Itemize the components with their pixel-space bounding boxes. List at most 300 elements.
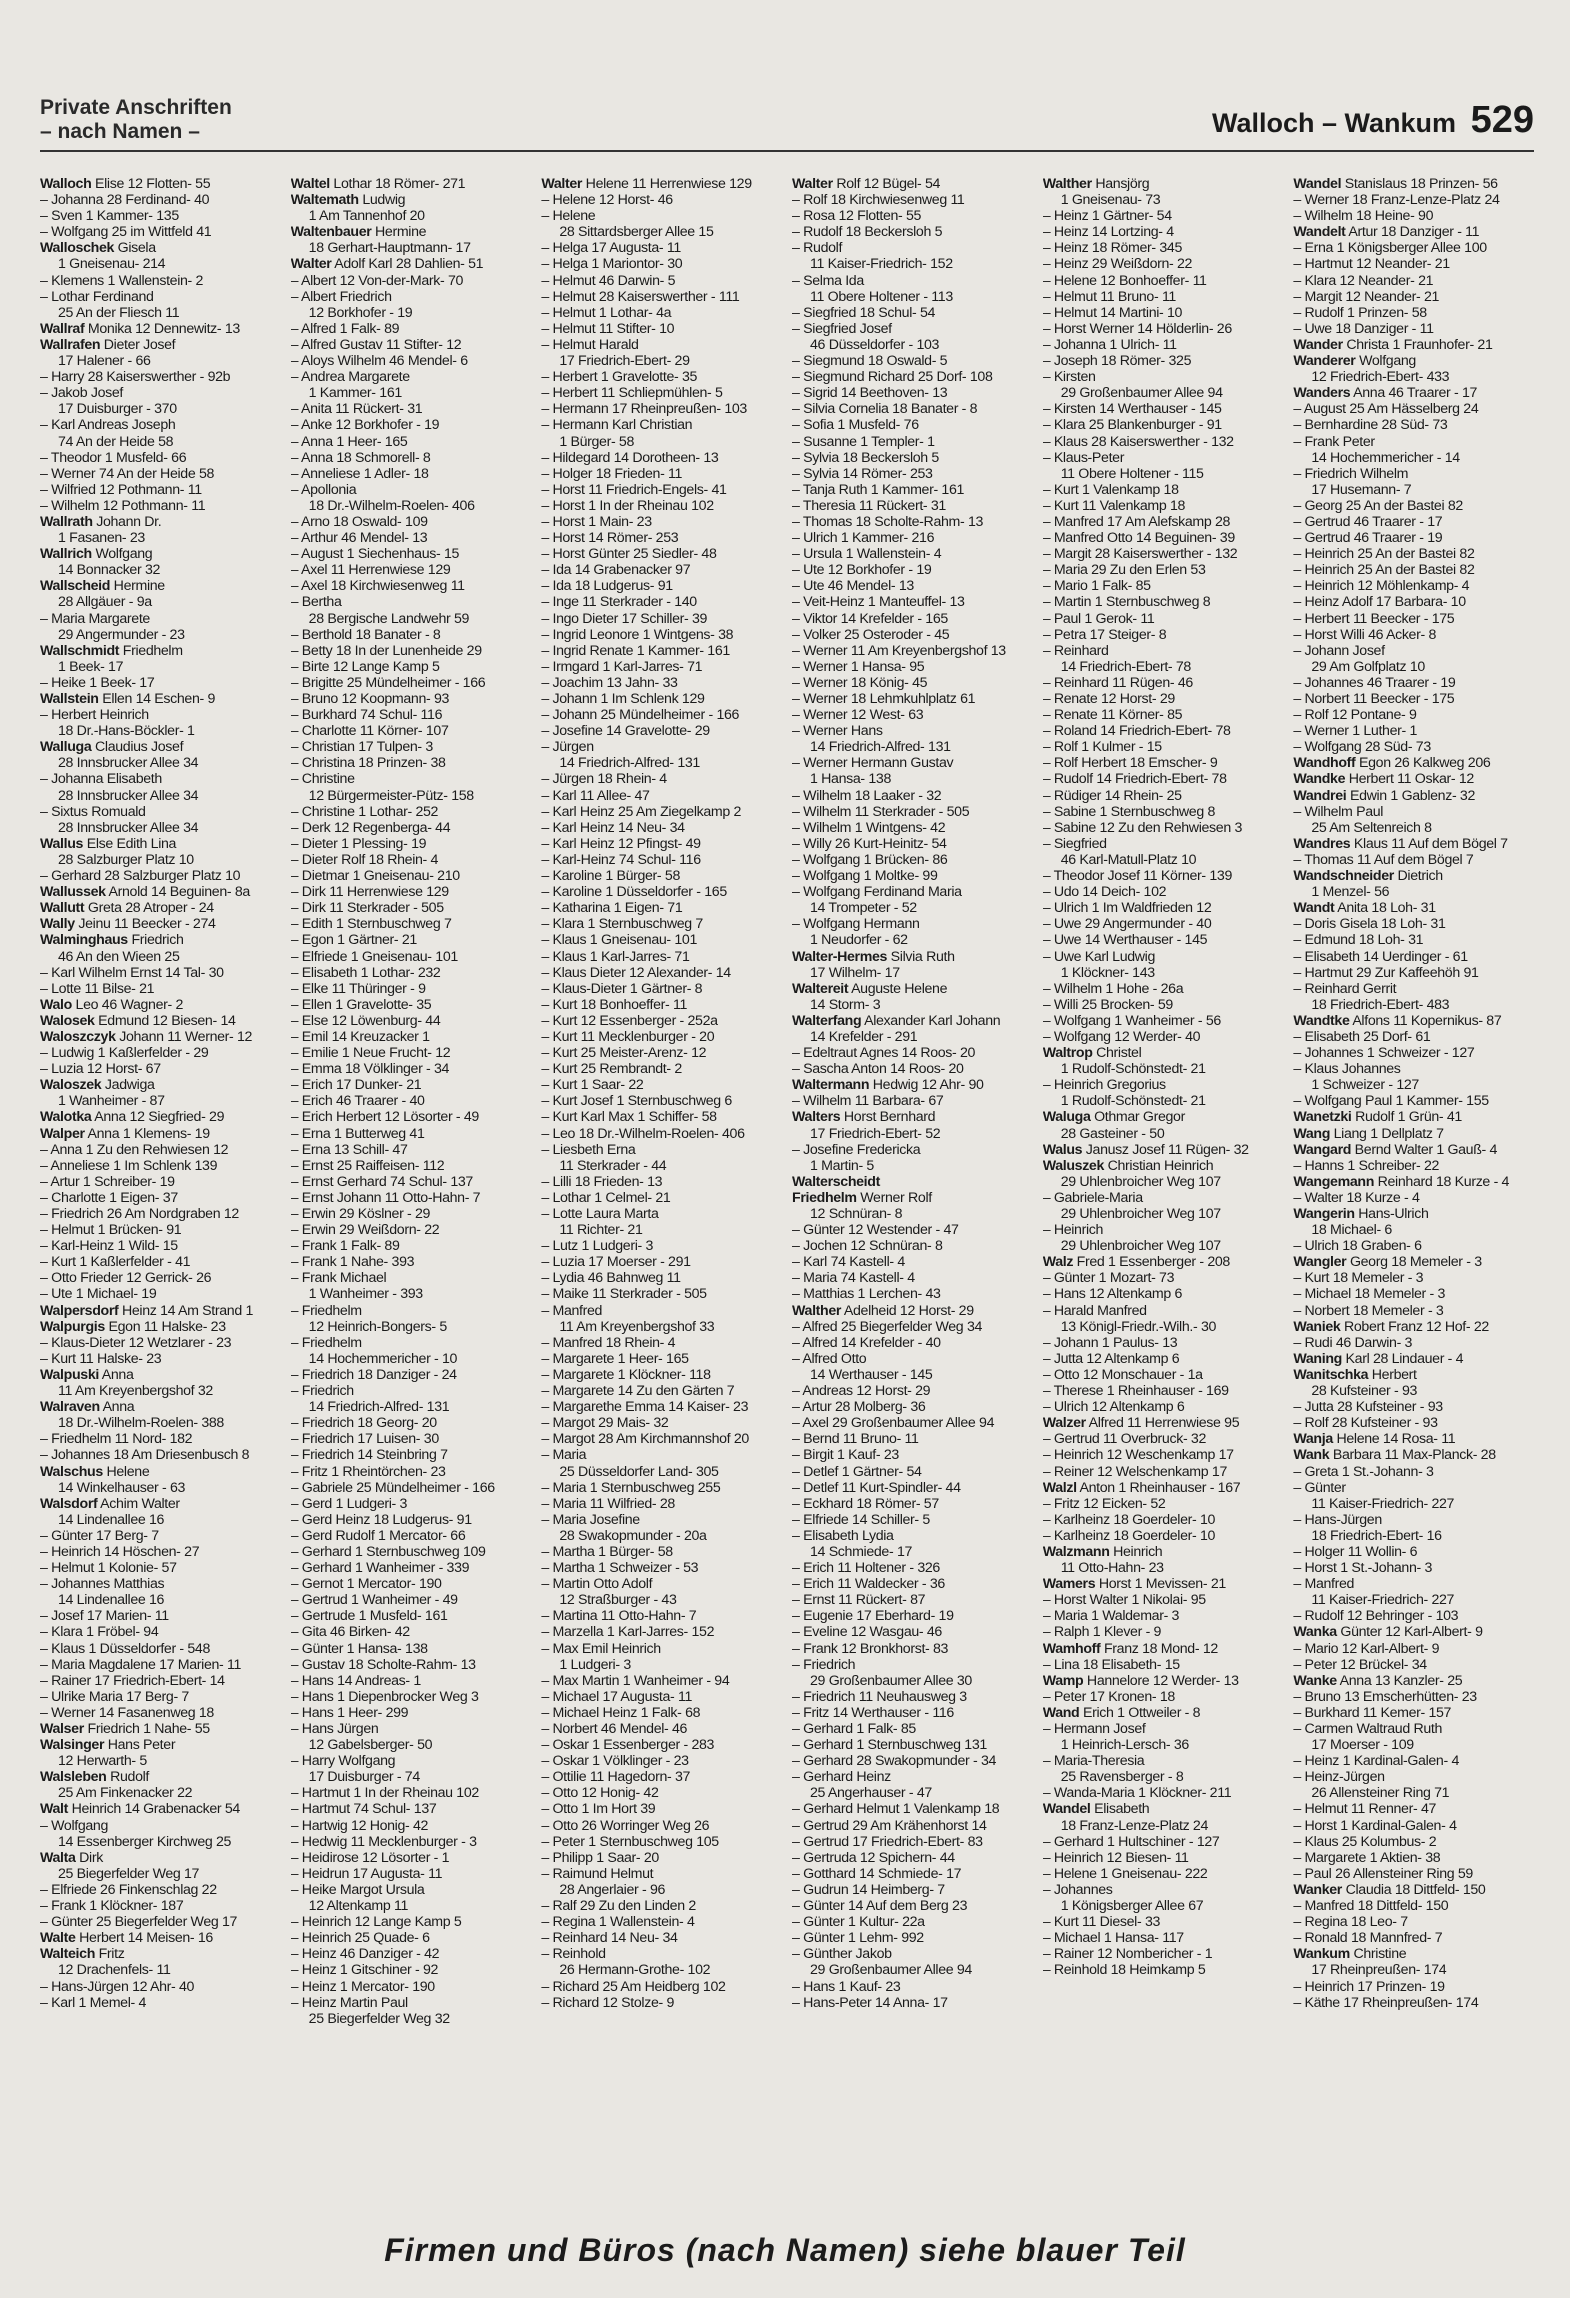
listing-entry: – Christine <box>290 771 355 788</box>
listing-entry: 14 Friedrich-Alfred- 131 <box>308 1399 450 1416</box>
listing-entry: 17 Friedrich-Ebert- 29 <box>559 353 690 370</box>
listing-entry: – Horst Günter 25 Siedler- 48 <box>541 546 717 563</box>
listing-entry: 1 Hansa- 138 <box>810 771 891 788</box>
listing-entry: – Silvia Cornelia 18 Banater - 8 <box>792 401 978 418</box>
listing-entry: 29 Uhlenbroicher Weg 107 <box>1060 1238 1221 1255</box>
listing-entry: – Klaus-Dieter 12 Wetzlarer - 23 <box>40 1334 232 1351</box>
surname: Wandrei <box>1293 787 1347 804</box>
listing-entry: Waluga Othmar Gregor <box>1042 1109 1185 1126</box>
listing-entry: – Artur 1 Schreiber- 19 <box>40 1173 175 1190</box>
listing-entry: Walosek Edmund 12 Biesen- 14 <box>40 1012 236 1029</box>
listing-entry: – Hans 1 Diepenbrocker Weg 3 <box>290 1688 479 1705</box>
listing-entry: – Günther Jakob <box>792 1946 892 1963</box>
listing-entry: – Volker 25 Osteroder - 45 <box>792 626 950 643</box>
listing-entry: – Hans Jürgen <box>290 1721 379 1737</box>
listing-entry: – Otto 12 Monschauer - 1a <box>1042 1366 1203 1383</box>
listing-entry: – Frank 1 Klöckner- 187 <box>40 1898 184 1915</box>
listing-entry: Walschus Helene <box>40 1463 150 1480</box>
listing-entry: – Mario 12 Karl-Albert- 9 <box>1293 1640 1440 1657</box>
listing-entry: 1 Neudorfer - 62 <box>810 932 908 949</box>
listing-entry: – Reinhold <box>541 1946 606 1963</box>
listing-entry: 1 Heinrich-Lersch- 36 <box>1060 1737 1189 1754</box>
listing-entry: – Viktor 14 Krefelder - 165 <box>792 610 948 627</box>
listing-entry: – Rudolf 1 Prinzen- 58 <box>1293 304 1427 321</box>
listing-entry: – Dietmar 1 Gneisenau- 210 <box>290 868 460 885</box>
listing-entry: – Dirk 11 Sterkrader - 505 <box>290 900 444 917</box>
listing-entry: – Kurt 1 Kaßlerfelder - 41 <box>40 1254 191 1271</box>
listing-entry: 11 Obere Holtener - 113 <box>810 288 953 305</box>
listing-entry: 17 Duisburger - 74 <box>308 1769 420 1786</box>
listing-entry: – Frank Peter <box>1293 433 1375 450</box>
listing-entry: – Willi 25 Brocken- 59 <box>1042 996 1173 1013</box>
listing-entry: – Norbert 46 Mendel- 46 <box>541 1721 688 1737</box>
listing-entry: Waloszczyk Johann 11 Werner- 12 <box>40 1028 253 1045</box>
listing-entry: Walsinger Hans Peter <box>40 1737 176 1754</box>
listing-entry: 1 Rudolf-Schönstedt- 21 <box>1060 1093 1206 1110</box>
listing-entry: – Herbert 11 Beecker - 175 <box>1293 610 1455 627</box>
listing-entry: – Reinhold 18 Heimkamp 5 <box>1042 1962 1206 1979</box>
listing-entry: – Kirsten <box>1042 369 1096 386</box>
surname: Waniek <box>1293 1318 1341 1335</box>
listing-entry: – Heinrich 12 Weschenkamp 17 <box>1042 1447 1234 1464</box>
listing-entry: – Arthur 46 Mendel- 13 <box>290 530 428 547</box>
listing-entry: Wankum Christine <box>1293 1946 1407 1963</box>
listing-entry: – Josefine 14 Gravelotte- 29 <box>541 723 710 740</box>
listing-entry: – Irmgard 1 Karl-Jarres- 71 <box>541 658 703 675</box>
listing-entry: – Werner 12 West- 63 <box>792 707 924 724</box>
surname: Wangemann <box>1293 1173 1375 1190</box>
listing-entry: 18 Friedrich-Ebert- 16 <box>1311 1527 1442 1544</box>
listing-entry: 14 Lindenallee 16 <box>58 1592 165 1609</box>
listing-entry: – Reiner 12 Welschenkamp 17 <box>1042 1463 1227 1480</box>
surname: Walteich <box>40 1946 96 1963</box>
listing-entry: – Friedrich 17 Luisen- 30 <box>290 1431 439 1448</box>
listing-entry: – Ida 18 Ludgerus- 91 <box>541 578 673 595</box>
listing-entry: – Michael Heinz 1 Falk- 68 <box>541 1704 701 1721</box>
listing-entry: – Matthias 1 Lerchen- 43 <box>792 1286 941 1303</box>
listing-entry: – Heinz 1 Gitschiner - 92 <box>290 1962 439 1979</box>
listing-entry: 12 Borkhofer - 19 <box>308 304 413 321</box>
listing-entry: – Margit 28 Kaiserswerther - 132 <box>1042 546 1238 563</box>
listing-entry: – Hartmut 12 Neander- 21 <box>1293 256 1450 273</box>
listing-entry: – Johannes <box>1042 1881 1113 1898</box>
listing-entry: 1 Gneisenau- 214 <box>58 256 166 273</box>
listing-entry: Waltrop Christel <box>1042 1045 1142 1062</box>
listing-entry: – Karl Andreas Joseph <box>40 417 176 434</box>
listing-entry: – Heinrich Gregorius <box>1042 1077 1166 1094</box>
listing-entry: – Gertrud 46 Traarer - 17 <box>1293 513 1443 530</box>
listing-entry: – Karl 1 Memel- 4 <box>40 1994 147 2011</box>
listing-entry: – Martin 1 Sternbuschweg 8 <box>1042 594 1211 611</box>
listing-entry: – Ute 46 Mendel- 13 <box>792 578 914 595</box>
listing-entry: Waltemath Ludwig <box>290 192 406 209</box>
surname: Waltrop <box>1042 1045 1093 1062</box>
listing-entry: – Otto 12 Honig- 42 <box>541 1785 659 1802</box>
listing-entry: – Christina 18 Prinzen- 38 <box>290 755 446 772</box>
listing-entry: – Artur 28 Molberg- 36 <box>792 1399 926 1416</box>
listing-entry: – Horst Walter 1 Nikolai- 95 <box>1042 1592 1206 1609</box>
listing-entry: 14 Hochemmericher - 10 <box>308 1350 458 1367</box>
surname: Wandel <box>1042 1801 1091 1818</box>
listing-entry: – Theodor 1 Musfeld- 66 <box>40 449 187 466</box>
listing-entry: Wally Jeinu 11 Beecker - 274 <box>40 916 216 933</box>
listing-entry: – Therese 1 Rheinhauser - 169 <box>1042 1383 1229 1400</box>
listing-entry: – Anke 12 Borkhofer - 19 <box>290 417 440 434</box>
listing-entry: 14 Friedrich-Alfred- 131 <box>559 755 700 772</box>
listing-entry: 28 Innsbrucker Allee 34 <box>58 755 199 772</box>
listing-entry: 1 Menzel- 56 <box>1311 884 1390 901</box>
listing-entry: – Gerhard 1 Falk- 85 <box>792 1721 916 1737</box>
listing-entry: – Rudolf 18 Beckersloh 5 <box>792 224 943 241</box>
listing-entry: – Alfred 1 Falk- 89 <box>290 320 400 337</box>
listing-entry: – Kurt 25 Meister-Arenz- 12 <box>541 1045 707 1062</box>
listing-entry: – Gertruda 12 Spichern- 44 <box>792 1849 955 1866</box>
listing-entry: – Ottilie 11 Hagedorn- 37 <box>541 1769 691 1786</box>
listing-entry: – Gerd 1 Ludgeri- 3 <box>290 1495 408 1512</box>
listing-entry: – Werner Hermann Gustav <box>792 755 954 772</box>
listing-entry: – Siegmund 18 Oswald- 5 <box>792 353 948 370</box>
listing-entry: – Udo 14 Deich- 102 <box>1042 884 1167 901</box>
listing-entry: 12 Straßburger - 43 <box>559 1592 677 1609</box>
listing-entry: – Horst 1 In der Rheinau 102 <box>541 497 714 514</box>
listing-entry: – Johanna 28 Ferdinand- 40 <box>40 192 210 209</box>
listing-entry: – Leo 18 Dr.-Wilhelm-Roelen- 406 <box>541 1125 745 1142</box>
listing-entry: – Rolf 1 Kulmer - 15 <box>1042 739 1162 756</box>
listing-entry: Wallschmidt Friedhelm <box>40 642 183 659</box>
listing-entry: – Maike 11 Sterkrader - 505 <box>541 1286 707 1303</box>
listing-entry: 11 Kaiser-Friedrich- 227 <box>1311 1495 1455 1512</box>
listing-entry: – Erna 1 Königsberger Allee 100 <box>1293 240 1487 257</box>
listing-entry: 1 Am Tannenhof 20 <box>308 208 425 225</box>
listing-entry: – Detlef 11 Kurt-Spindler- 44 <box>792 1479 961 1496</box>
listing-entry: – Joachim 13 Jahn- 33 <box>541 674 678 691</box>
listing-entry: – Ernst 25 Raiffeisen- 112 <box>290 1157 445 1174</box>
listing-entry: – Heinrich 25 An der Bastei 82 <box>1293 562 1475 579</box>
listing-entry: – Karl Heinz 12 Pfingst- 49 <box>541 835 701 852</box>
listing-entry: 25 Am Finkenacker 22 <box>58 1785 193 1802</box>
listing-entry: 1 Schweizer - 127 <box>1311 1077 1419 1094</box>
listing-entry: – Rolf 12 Pontane- 9 <box>1293 707 1417 724</box>
listing-entry: – Ernst Gerhard 74 Schul- 137 <box>290 1173 473 1190</box>
listing-entry: – Anna 1 Heer- 165 <box>290 433 408 450</box>
listing-entry: – Ulrich 1 Im Waldfrieden 12 <box>1042 900 1212 917</box>
listing-entry: – Johannes 46 Traarer - 19 <box>1293 674 1456 691</box>
listing-entry: – Karl Wilhelm Ernst 14 Tal- 30 <box>40 964 224 981</box>
surname: Wanders <box>1293 385 1351 402</box>
listing-entry: – Ursula 1 Wallenstein- 4 <box>792 546 942 563</box>
listing-entry: – Fritz 1 Rheintörchen- 23 <box>290 1463 446 1480</box>
listing-entry: – Ute 12 Borkhofer - 19 <box>792 562 932 579</box>
surname: Wallraf <box>40 320 85 337</box>
listing-entry: – Hartmut 1 In der Rheinau 102 <box>290 1785 479 1802</box>
listing-entry: 11 Sterkrader - 44 <box>559 1157 667 1174</box>
listing-entry: – Heinz 1 Kardinal-Galen- 4 <box>1293 1753 1459 1770</box>
listing-entry: – Anneliese 1 Im Schlenk 139 <box>40 1157 218 1174</box>
listing-entry: 25 Biegerfelder Weg 17 <box>58 1865 200 1882</box>
listing-entry: 28 Swakopmunder - 20a <box>559 1527 707 1544</box>
listing-entry: 28 Angerlaier - 96 <box>559 1881 666 1898</box>
listing-entry: – Ingo Dieter 17 Schiller- 39 <box>541 610 708 627</box>
listing-entry: – Helmut 11 Stifter- 10 <box>541 320 675 337</box>
listing-entry: Wallstein Ellen 14 Eschen- 9 <box>40 691 215 707</box>
listing-entry: – Veit-Heinz 1 Manteuffel- 13 <box>792 594 965 611</box>
surname: Walsleben <box>40 1769 107 1786</box>
listing-entry: Wamhoff Franz 18 Mond- 12 <box>1042 1640 1218 1657</box>
listing-entry: 12 Gabelsberger- 50 <box>308 1737 433 1754</box>
listing-entry: – Renate 11 Körner- 85 <box>1042 707 1183 724</box>
listing-entry: – Burkhard 11 Kemer- 157 <box>1293 1704 1452 1721</box>
listing-entry: – Frank 1 Nahe- 393 <box>290 1254 415 1271</box>
surname: Walraven <box>40 1399 100 1416</box>
listing-entry: – Reinhard Gerrit <box>1293 980 1397 997</box>
listing-entry: – Günter 1 Hansa- 138 <box>290 1640 428 1657</box>
listing-entry: 18 Dr.-Wilhelm-Roelen- 406 <box>308 497 475 514</box>
surname: Walminghaus <box>40 932 128 949</box>
listing-entry: – Gerhard 28 Salzburger Platz 10 <box>40 868 241 885</box>
listing-entry: – Heinz 46 Danziger - 42 <box>290 1946 440 1963</box>
surname: Wandres <box>1293 835 1351 852</box>
listing-entry: – Kurt 18 Memeler - 3 <box>1293 1270 1424 1287</box>
listing-entry: – Kurt 1 Saar- 22 <box>541 1077 644 1094</box>
listing-entry: – Philipp 1 Saar- 20 <box>541 1849 659 1866</box>
listing-entry: – Ulrike Maria 17 Berg- 7 <box>40 1688 189 1705</box>
listing-entry: – Wilhelm Paul <box>1293 803 1384 820</box>
listing-entry: 14 Friedrich-Ebert- 78 <box>1060 658 1191 675</box>
listing-entry: 26 Hermann-Grothe- 102 <box>559 1962 711 1979</box>
listing-entry: – Hartmut 29 Zur Kaffeehöh 91 <box>1293 964 1479 981</box>
listing-entry: – Maria 1 Sternbuschweg 255 <box>541 1479 721 1496</box>
listing-entry: – Maria Josefine <box>541 1511 640 1528</box>
page-number: 529 <box>1470 99 1534 141</box>
listing-entry: – Dieter Rolf 18 Rhein- 4 <box>290 851 439 868</box>
surname: Walter <box>792 176 833 192</box>
listing-entry: – Richard 12 Stolze- 9 <box>541 1994 675 2011</box>
listing-entry: – Martin Otto Adolf <box>541 1576 653 1593</box>
listing-entry: – Hermann Karl Christian <box>541 417 693 434</box>
listing-entry: 46 Düsseldorfer - 103 <box>810 336 940 353</box>
listing-entry: – Anita 11 Rückert- 31 <box>290 401 423 418</box>
listing-entry: – Helmut 1 Lothar- 4a <box>541 304 672 321</box>
listing-entry: – Otto 1 Im Hort 39 <box>541 1801 656 1818</box>
surname: Wandt <box>1293 900 1335 917</box>
listing-entry: – Manfred 17 Am Alefskamp 28 <box>1042 513 1231 530</box>
listing-entry: Wangler Georg 18 Memeler - 3 <box>1293 1254 1482 1271</box>
listing-entry: – Gerhard 1 Sternbuschweg 131 <box>792 1737 987 1754</box>
listing-entry: 12 Herwarth- 5 <box>58 1753 147 1770</box>
listing-entry: – Wilhelm 11 Sterkrader - 505 <box>792 803 970 820</box>
listing-entry: – Klaus 28 Kaiserswerther - 132 <box>1042 433 1234 450</box>
listing-entry: – Hedwig 11 Mecklenburger - 3 <box>290 1833 477 1850</box>
listing-entry: – Birte 12 Lange Kamp 5 <box>290 658 440 675</box>
listing-entry: Wandelt Artur 18 Danziger - 11 <box>1293 224 1480 241</box>
listing-column-2 <box>281 176 532 2216</box>
surname: Waltemath <box>290 192 359 209</box>
surname: Wander <box>1293 336 1343 353</box>
listing-entry: Walter-Hermes Silvia Ruth <box>792 948 955 965</box>
listing-entry: – Helene 1 Gneisenau- 222 <box>1042 1865 1208 1882</box>
listing-entry: – Günter 1 Kultur- 22a <box>792 1914 925 1931</box>
listing-entry: – Luzia 17 Moerser - 291 <box>541 1254 691 1271</box>
surname: Walper <box>40 1125 85 1142</box>
listing-entry: – Dirk 11 Herrenwiese 129 <box>290 884 449 901</box>
listing-entry: – Heike 1 Beek- 17 <box>40 674 155 691</box>
listing-entry: 17 Rheinpreußen- 174 <box>1311 1962 1447 1979</box>
listing-entry: – Harald Manfred <box>1042 1302 1147 1319</box>
listing-entry: 17 Friedrich-Ebert- 52 <box>810 1125 941 1142</box>
surname: Wamers <box>1042 1576 1096 1593</box>
listing-entry: Waluszek Christian Heinrich <box>1042 1157 1214 1174</box>
listing-entry: – Ingrid Leonore 1 Wintgens- 38 <box>541 626 734 643</box>
listing-entry: Wang Liang 1 Dellplatz 7 <box>1293 1125 1444 1142</box>
surname: Walther <box>792 1302 842 1319</box>
listing-entry: – Werner Hans <box>792 723 883 740</box>
listing-entry: – Alfred 25 Biegerfelder Weg 34 <box>792 1318 983 1335</box>
listing-entry: 17 Wilhelm- 17 <box>810 964 900 981</box>
surname: Wanke <box>1293 1672 1337 1689</box>
listing-entry: – Gerhard Helmut 1 Valenkamp 18 <box>792 1801 1000 1818</box>
listing-entry: – Hans-Jürgen 12 Ahr- 40 <box>40 1978 195 1995</box>
listing-entry: – Gertrud 29 Am Krähenhorst 14 <box>792 1817 987 1834</box>
listing-entry: – Karl 11 Allee- 47 <box>541 787 650 804</box>
listing-entry: – Johannes 1 Schweizer - 127 <box>1293 1045 1475 1062</box>
listing-entry: – Harry 28 Kaiserswerther - 92b <box>40 369 231 386</box>
listing-entry: 12 Friedrich-Ebert- 433 <box>1311 369 1450 386</box>
listing-entry: – Norbert 11 Beecker - 175 <box>1293 691 1455 707</box>
listing-entry: – Werner 18 Franz-Lenze-Platz 24 <box>1293 192 1500 209</box>
listing-entry: Walo Leo 46 Wagner- 2 <box>40 996 184 1013</box>
listing-entry: – Joseph 18 Römer- 325 <box>1042 353 1192 370</box>
listing-entry: – Maria 1 Waldemar- 3 <box>1042 1608 1180 1625</box>
listing-entry: – Ralph 1 Klever - 9 <box>1042 1624 1162 1641</box>
listing-entry: Wallussek Arnold 14 Beguinen- 8a <box>40 884 250 901</box>
listing-entry: – Lotte 11 Bilse- 21 <box>40 980 155 997</box>
listing-entry: – Friedhelm <box>290 1302 362 1319</box>
listing-entry: 1 Bürger- 58 <box>559 433 635 450</box>
listing-entry: – Carmen Waltraud Ruth <box>1293 1721 1443 1737</box>
listing-entry: – Siegfried <box>1042 835 1107 852</box>
listing-entry: Walther Hansjörg <box>1042 176 1150 192</box>
listing-entry: 28 Kufsteiner - 93 <box>1311 1383 1418 1400</box>
listing-entry: – Fritz 14 Werthauser - 116 <box>792 1704 954 1721</box>
listing-entry: – Gerd Rudolf 1 Mercator- 66 <box>290 1527 466 1544</box>
listing-entry: – Heinz 1 Gärtner- 54 <box>1042 208 1172 225</box>
listing-entry: Walpersdorf Heinz 14 Am Strand 1 <box>40 1302 254 1319</box>
listing-entry: – Maria Margarete <box>40 610 150 627</box>
listing-entry: Walteich Fritz <box>40 1946 125 1963</box>
listing-entry: – Erna 13 Schill- 47 <box>290 1141 408 1158</box>
listing-entry: – Alfred Gustav 11 Stifter- 12 <box>290 336 462 353</box>
listing-entry: 28 Gasteiner - 50 <box>1060 1125 1165 1142</box>
listing-entry: – Kurt 11 Mecklenburger - 20 <box>541 1028 715 1045</box>
listing-entry: – Gertrud 46 Traarer - 19 <box>1293 530 1443 547</box>
listing-entry: – Friedhelm <box>290 1334 362 1351</box>
surname: Wandtke <box>1293 1012 1350 1029</box>
listing-entry: Friedhelm Werner Rolf <box>792 1189 932 1206</box>
surname: Wallrich <box>40 546 92 563</box>
surname: Waltermann <box>792 1077 870 1094</box>
listing-entry: – Hans 14 Andreas- 1 <box>290 1672 421 1689</box>
listing-entry: 11 Obere Holtener - 115 <box>1060 465 1204 482</box>
listing-entry: – Ernst 11 Rückert- 87 <box>792 1592 926 1609</box>
listing-entry: 1 Rudolf-Schönstedt- 21 <box>1060 1061 1206 1078</box>
surname: Waltereit <box>792 980 849 997</box>
surname: Wandelt <box>1293 224 1346 241</box>
surname: Walzer <box>1042 1415 1086 1432</box>
listing-entry: 1 Martin- 5 <box>810 1157 874 1174</box>
listing-entry: 28 Bergische Landwehr 59 <box>308 610 470 627</box>
listing-entry: – Maria 29 Zu den Erlen 53 <box>1042 562 1206 579</box>
listing-entry: – Helmut 14 Martini- 10 <box>1042 304 1183 321</box>
listing-entry: – Wilfried 12 Pothmann- 11 <box>40 481 202 498</box>
listing-entry: – Karl-Heinz 74 Schul- 116 <box>541 851 701 868</box>
surname: Wally <box>40 916 75 933</box>
listing-entry: Waltermann Hedwig 12 Ahr- 90 <box>792 1077 984 1094</box>
listing-entry: – Herbert 1 Gravelotte- 35 <box>541 369 698 386</box>
listing-entry: – Ingrid Renate 1 Kammer- 161 <box>541 642 730 659</box>
listing-entry: 14 Werthauser - 145 <box>810 1366 933 1383</box>
listing-entry: – Emma 18 Völklinger - 34 <box>290 1061 450 1078</box>
listing-entry: – Margit 12 Neander- 21 <box>1293 288 1440 305</box>
listing-entry: – Helga 1 Mariontor- 30 <box>541 256 683 273</box>
surname: Wanja <box>1293 1431 1333 1448</box>
listing-entry: – Elisabeth 14 Uerdinger - 61 <box>1293 948 1468 965</box>
listing-entry: Walloschek Gisela <box>40 240 156 257</box>
listing-entry: – Klara 25 Blankenburger - 91 <box>1042 417 1222 434</box>
listing-entry: – Eugenie 17 Eberhard- 19 <box>792 1608 954 1625</box>
listing-entry: – Tanja Ruth 1 Kammer- 161 <box>792 481 965 498</box>
listing-entry: – Wolfgang 25 im Wittfeld 41 <box>40 224 212 241</box>
listing-entry: – Wolfgang Ferdinand Maria <box>792 884 962 901</box>
listing-entry: Wallrath Johann Dr. <box>40 513 162 530</box>
listing-entry: – Willy 26 Kurt-Heinitz- 54 <box>792 835 947 852</box>
listing-entry: 14 Storm- 3 <box>810 996 881 1013</box>
listing-entry: Wangerin Hans-Ulrich <box>1293 1206 1429 1222</box>
listing-entry: – Käthe 17 Rheinpreußen- 174 <box>1293 1994 1479 2011</box>
listing-entry: – Otto Frieder 12 Gerrick- 26 <box>40 1270 212 1287</box>
surname: Waltenbauer <box>290 224 372 241</box>
surname: Waltel <box>290 176 330 192</box>
listing-entry: – Karlheinz 18 Goerdeler- 10 <box>1042 1511 1216 1528</box>
listing-entry: – Jutta 28 Kufsteiner - 93 <box>1293 1399 1443 1416</box>
listing-entry: – Horst 1 St.-Johann- 3 <box>1293 1560 1432 1577</box>
listing-entry: Wandel Elisabeth <box>1042 1801 1150 1818</box>
listing-entry: – Theodor Josef 11 Körner- 139 <box>1042 868 1232 885</box>
listing-entry: – August 1 Siechenhaus- 15 <box>290 546 460 563</box>
listing-entry: – Kurt 1 Valenkamp 18 <box>1042 481 1179 498</box>
listing-entry: – Rudi 46 Darwin- 3 <box>1293 1334 1413 1351</box>
listing-entry: – Karl Heinz 14 Neu- 34 <box>541 819 685 836</box>
listing-entry: – Hermann Josef <box>1042 1721 1146 1737</box>
surname: Wanetzki <box>1293 1109 1352 1126</box>
surname: Walters <box>792 1109 841 1126</box>
surname: Walter-Hermes <box>792 948 888 965</box>
listing-entry: – Bernd 11 Bruno- 11 <box>792 1431 919 1448</box>
listing-entry: – Siegmund Richard 25 Dorf- 108 <box>792 369 993 386</box>
surname: Wankum <box>1293 1946 1350 1963</box>
listing-entry: – Erwin 29 Köslner - 29 <box>290 1206 431 1222</box>
surname: Waluszek <box>1042 1157 1105 1174</box>
surname: Wandke <box>1293 771 1346 788</box>
listing-entry: – Wolfgang Hermann <box>792 916 920 933</box>
listing-entry: – Sylvia 14 Römer- 253 <box>792 465 933 482</box>
listing-entry: 14 Winkelhauser - 63 <box>58 1479 186 1496</box>
listing-entry: 14 Bonnacker 32 <box>58 562 161 579</box>
listing-entry: – Ida 14 Grabenacker 97 <box>541 562 691 579</box>
listing-entry: 14 Hochemmericher - 14 <box>1311 449 1460 466</box>
listing-entry: – Heinrich 25 Quade- 6 <box>290 1930 430 1947</box>
listing-entry: Walta Dirk <box>40 1849 103 1866</box>
listing-entry: 28 Sittardsberger Allee 15 <box>559 224 714 241</box>
